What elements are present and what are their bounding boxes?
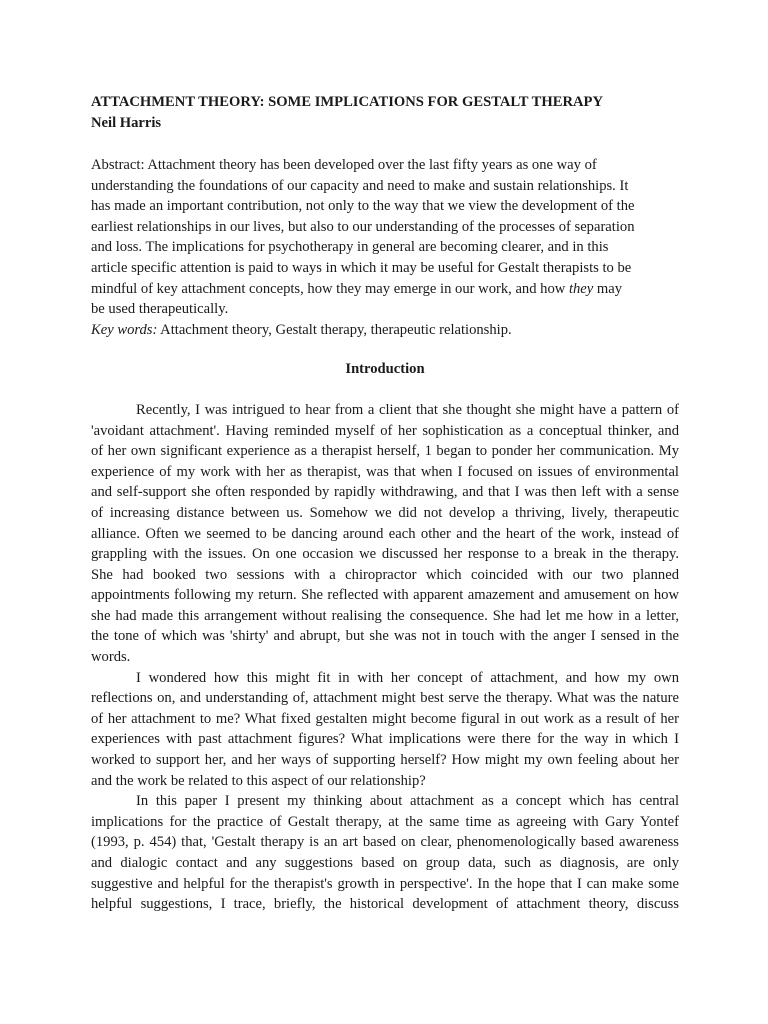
abstract-line bbox=[91, 279, 679, 300]
abstract-line: Abstract: Attachment theory has been developed over the last fifty years as one way of bbox=[91, 157, 597, 173]
abstract-line: and loss. The implications for psychotherapy in general are becoming clearer, and in this bbox=[91, 239, 609, 256]
paragraph-line: of her attachment to me? What fixed gestalten might become figural in out work as a result of her bbox=[91, 710, 679, 727]
abstract-line: has made an important contribution, not only to the way that we view the development of the bbox=[91, 198, 635, 215]
paragraph-line: appointments following my return. She reflected with apparent amazement and amusement on how bbox=[91, 587, 679, 604]
paragraph-line: of her own significant experience as a therapist herself, 1 began to ponder her communication. My bbox=[91, 443, 679, 460]
paragraph-line: helpful suggestions, I trace, briefly, the historical development of attachment theory, discuss bbox=[91, 896, 679, 913]
paragraph-line: suggestive and helpful for the therapist's growth in perspective'. In the hope that I can make some bbox=[91, 875, 679, 892]
abstract-text: may bbox=[593, 280, 623, 297]
paragraph-line: implications for the practice of Gestalt therapy, at the same time as agreeing with Gary Yontef bbox=[91, 813, 679, 830]
document-title: ATTACHMENT THEORY: SOME IMPLICATIONS FOR GESTALT THERAPY bbox=[91, 94, 603, 110]
paragraph-line: In this paper I present my thinking about attachment as a concept which has central bbox=[136, 793, 679, 810]
paragraph-line: She had booked two sessions with a chiropractor which coincided with our two planned bbox=[91, 566, 679, 583]
paragraph-line: words. bbox=[91, 649, 131, 666]
section-heading-introduction: Introduction bbox=[345, 361, 425, 378]
paragraph-line: I wondered how this might fit in with her concept of attachment, and how my own bbox=[136, 669, 679, 686]
keywords bbox=[91, 320, 679, 341]
paragraph-line: (1993, p. 454) that, 'Gestalt therapy is an art based on clear, phenomenologically based awareness bbox=[91, 834, 679, 851]
abstract-line: understanding the foundations of our capacity and need to make and sustain relationships. It bbox=[91, 177, 629, 194]
paragraph-line: and self-support she often responded by rapidly withdrawing, and that I was then left with a sense bbox=[91, 484, 679, 501]
keywords-label: Key words: bbox=[91, 321, 158, 338]
paragraph-line: she had made this arrangement without realising the consequence. She had let me how in a letter, bbox=[91, 607, 679, 624]
paragraph-line: 'avoidant attachment'. Having reminded myself of her sophistication as a conceptual thinker, and bbox=[91, 422, 679, 439]
author-name: Neil Harris bbox=[91, 115, 162, 131]
paragraph-line: grappling with the issues. On one occasion we discussed her response to a break in the therapy. bbox=[91, 546, 679, 563]
paragraph-line: alliance. Often we seemed to be dancing around each other and the heart of the work, instead of bbox=[91, 525, 679, 542]
paragraph-line: experience of my work with her as therapist, was that when I focused on issues of environmental bbox=[91, 463, 679, 480]
keywords-text: Attachment theory, Gestalt therapy, therapeutic relationship. bbox=[157, 321, 512, 338]
paragraph-line: experiences with past attachment figures? What implications were there for the way in which I bbox=[91, 731, 679, 748]
abstract-line: article specific attention is paid to ways in which it may be useful for Gestalt therapists to be bbox=[91, 259, 632, 276]
paragraph-2 bbox=[91, 668, 679, 792]
paragraph-line: and the work be related to this aspect of our relationship? bbox=[91, 772, 426, 789]
abstract bbox=[91, 155, 679, 320]
paragraph-line: reflections on, and understanding of, attachment might best serve the therapy. What was the nature bbox=[91, 690, 679, 707]
abstract-text: mindful of key attachment concepts, how they may emerge in our work, and how bbox=[91, 280, 569, 297]
abstract-emphasis: they bbox=[568, 280, 594, 297]
paragraph-line: the tone of which was 'shirty' and abrupt, but she was not in touch with the anger I sensed in the bbox=[91, 628, 679, 645]
paragraph-1 bbox=[91, 400, 679, 668]
paragraph-line: worked to support her, and her ways of supporting herself? How might my own feeling about her bbox=[91, 752, 679, 769]
abstract-line: earliest relationships in our lives, but also to our understanding of the processes of separation bbox=[91, 218, 635, 235]
paragraph-line: of increasing distance between us. Somehow we did not develop a thriving, lively, therapeutic bbox=[91, 504, 679, 521]
paragraph-3 bbox=[91, 791, 679, 915]
abstract-line: be used therapeutically. bbox=[91, 301, 229, 318]
paragraph-line: Recently, I was intrigued to hear from a client that she thought she might have a pattern of bbox=[136, 401, 679, 418]
paragraph-line: and dialogic contact and any suggestions based on group data, such as diagnosis, are only bbox=[91, 855, 679, 871]
